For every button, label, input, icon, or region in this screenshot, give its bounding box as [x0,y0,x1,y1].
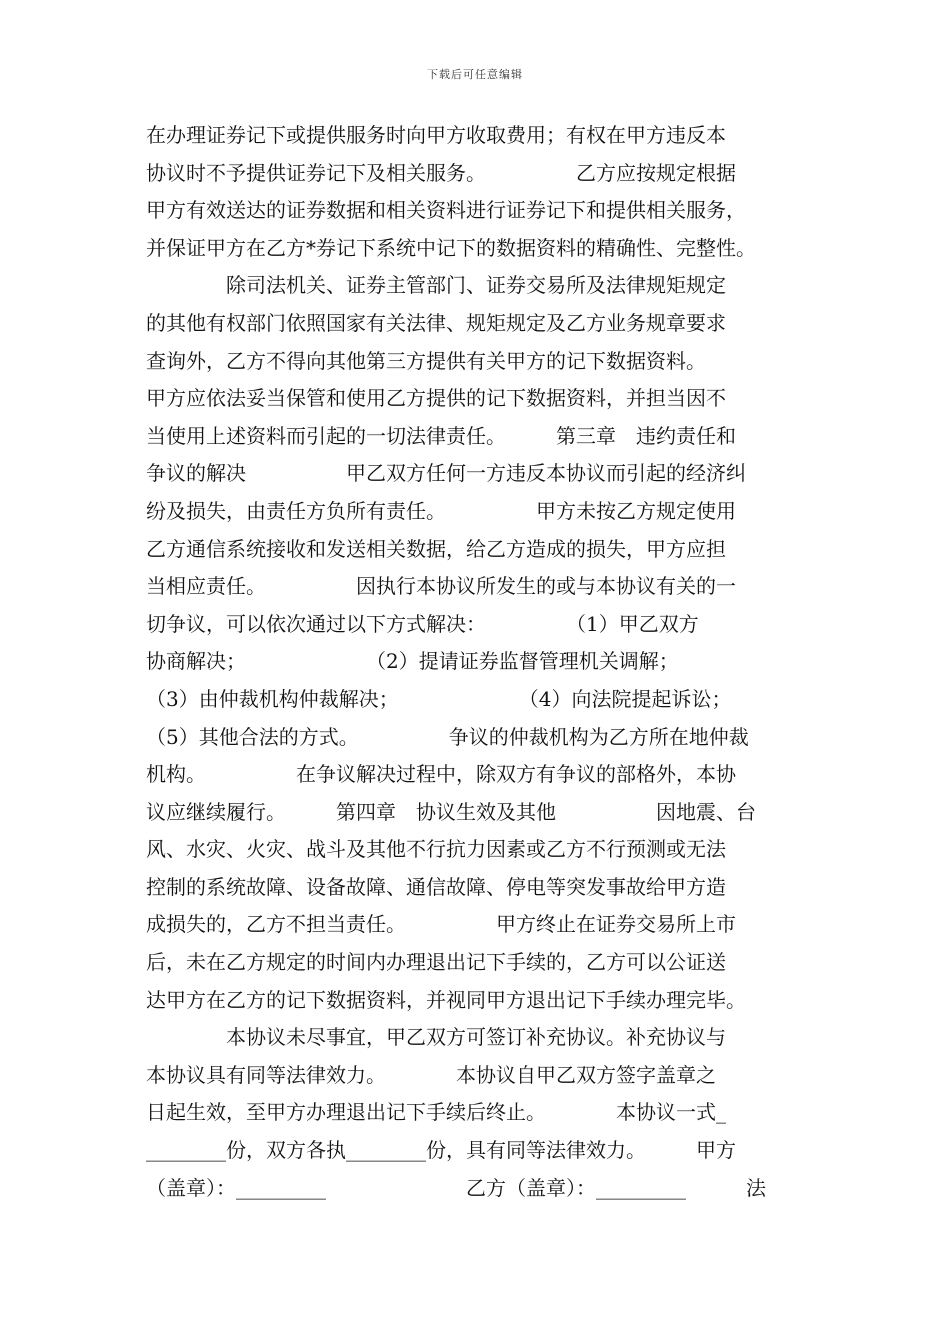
text-line: 后，未在乙方规定的时间内办理退出记下手续的，乙方可以公证送 [146,950,726,975]
text-line: 当使用上述资料而引起的一切法律责任。 第三章 违约责任和 [146,423,736,448]
text-line: （5）其他合法的方式。 争议的仲裁机构为乙方所在地仲裁 [146,724,749,749]
text-line: 协商解决； （2）提请证券监督管理机关调解； [146,649,679,674]
text-line: 在办理证券记下或提供服务时向甲方收取费用；有权在甲方违反本 [146,123,726,147]
text-line: 查询外，乙方不得向其他第三方提供有关甲方的记下数据资料。 [146,348,706,373]
text-line: 本协议具有同等法律效力。 本协议自甲乙双方签字盖章之 [146,1062,716,1087]
text-line: 议应继续履行。 第四章 协议生效及其他 因地震、台 [146,799,756,824]
text-line: 达甲方在乙方的记下数据资料，并视同甲方退出记下手续办理完毕。 [146,987,746,1012]
page-header: 下载后可任意编辑 [427,68,523,81]
text-line: 控制的系统故障、设备故障、通信故障、停电等突发事故给甲方造 [146,874,726,899]
text-line: 日起生效，至甲方办理退出记下手续后终止。 本协议一式_ [146,1100,726,1125]
text-line: （盖章）：_________ 乙方（盖章）：_________ 法 [146,1175,766,1200]
text-line: 机构。 在争议解决过程中，除双方有争议的部格外，本协 [146,762,736,787]
text-line: 除司法机关、证券主管部门、证券交易所及法律规矩规定 [146,273,726,298]
text-line: 甲方有效送达的证券数据和相关资料进行证券记下和提供相关服务， [146,198,746,223]
text-line: 乙方通信系统接收和发送相关数据，给乙方造成的损失，甲方应担 [146,536,726,561]
text-line: ________份，双方各执________份，具有同等法律效力。 甲方 [146,1138,736,1163]
text-line: 甲方应依法妥当保管和使用乙方提供的记下数据资料，并担当因不 [146,386,726,411]
text-line: 风、水灾、火灾、战斗及其他不行抗力因素或乙方不行预测或无法 [146,837,726,862]
text-line: 的其他有权部门依照国家有关法律、规矩规定及乙方业务规章要求 [146,310,726,335]
text-line: 切争议，可以依次通过以下方式解决： （1）甲乙双方 [146,611,699,636]
text-line: 成损失的，乙方不担当责任。 甲方终止在证券交易所上市 [146,912,736,937]
text-line: 争议的解决 甲乙双方任何一方违反本协议而引起的经济纠 [146,461,746,486]
text-line: 本协议未尽事宜，甲乙双方可签订补充协议。补充协议与 [146,1025,726,1050]
text-line: 并保证甲方在乙方*券记下系统中记下的数据资料的精确性、完整性。 [146,235,756,260]
text-line: （3）由仲裁机构仲裁解决； （4）向法院提起诉讼； [146,686,732,711]
text-line: 当相应责任。 因执行本协议所发生的或与本协议有关的一 [146,574,736,599]
text-line: 纷及损失，由责任方负所有责任。 甲方未按乙方规定使用 [146,498,736,523]
text-line: 协议时不予提供证券记下及相关服务。 乙方应按规定根据 [146,160,736,185]
document-body [146,117,810,1207]
